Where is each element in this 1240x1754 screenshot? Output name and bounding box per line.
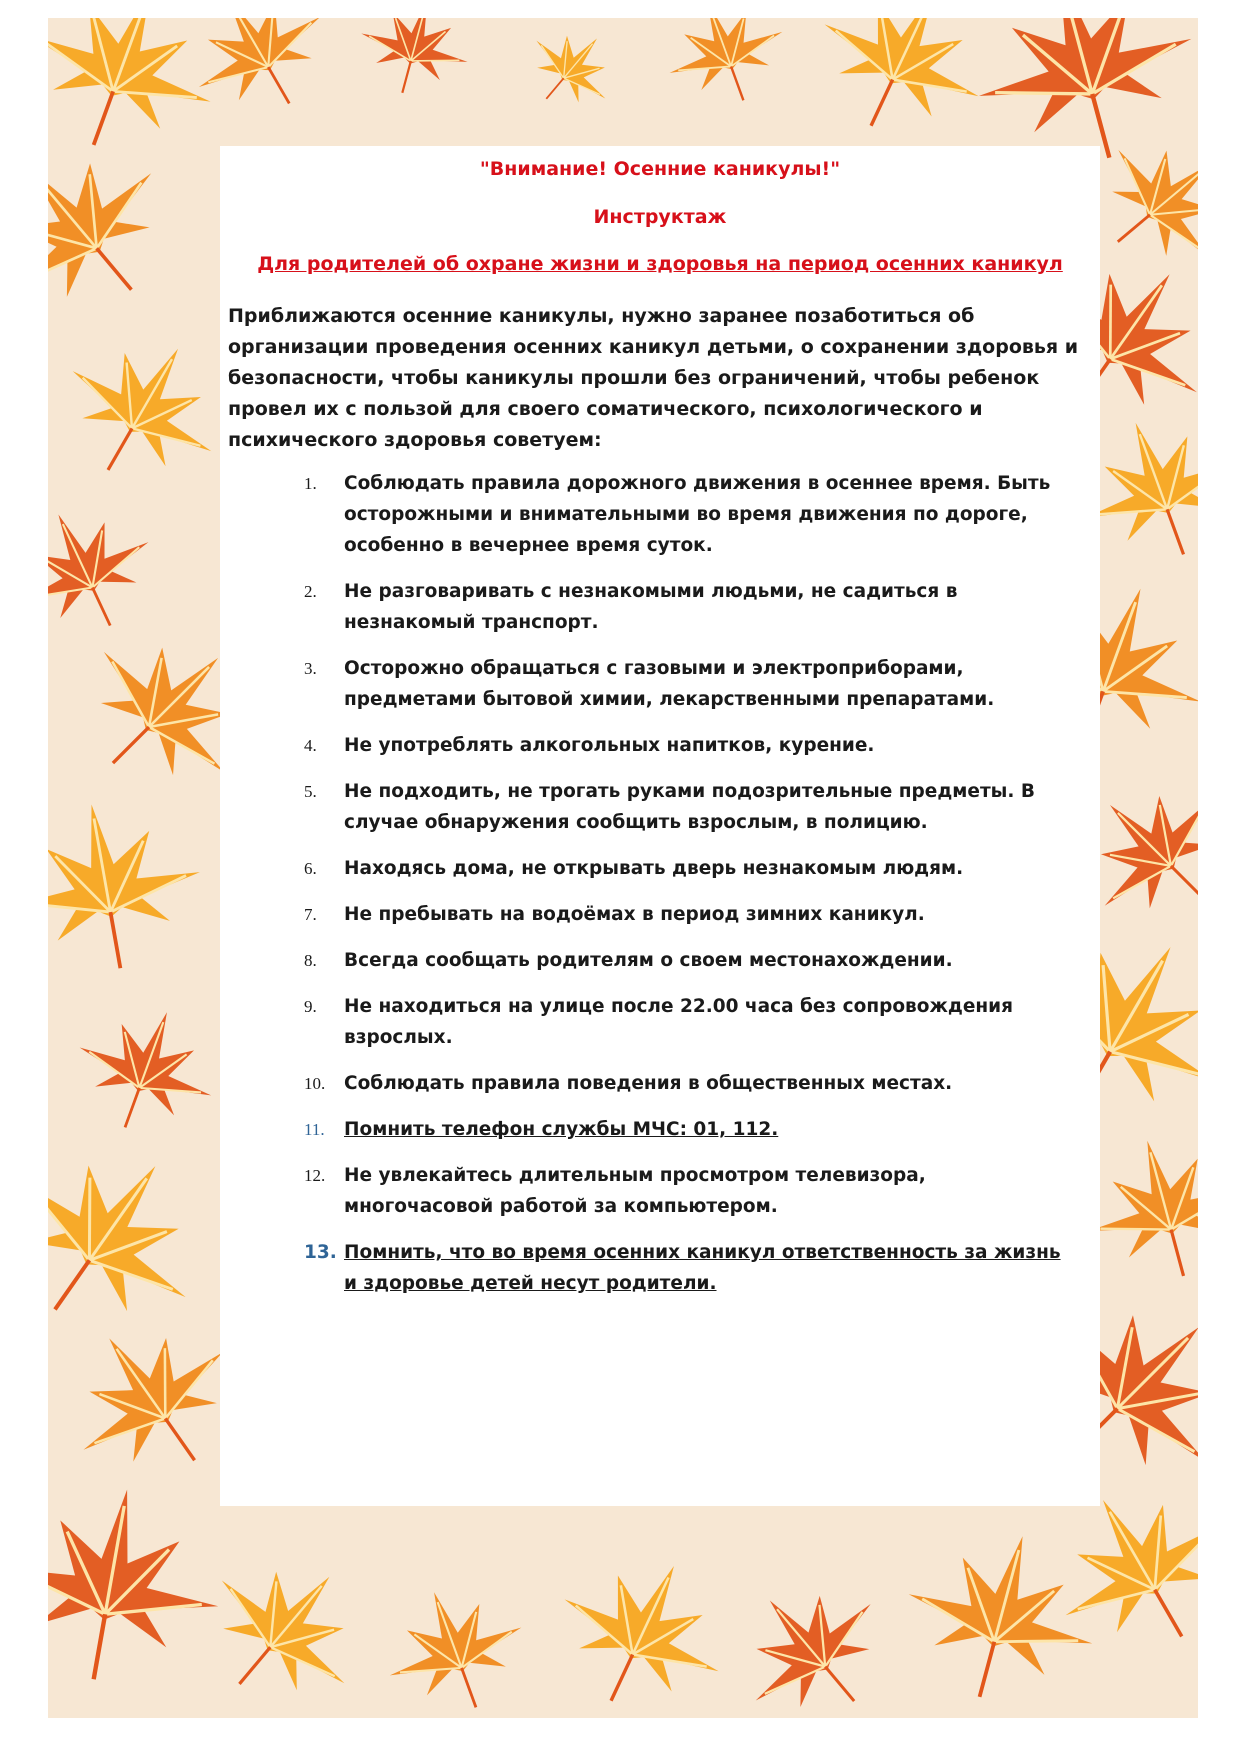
item-text: Не разговаривать с незнакомыми людьми, не садиться в незнакомый транспорт. — [344, 581, 958, 633]
item-number: 12. — [304, 1166, 326, 1185]
list-item — [304, 991, 1068, 1053]
list-item-parent-responsibility — [304, 1237, 1068, 1299]
item-text: Всегда сообщать родителям о своем местонахождении. — [344, 950, 953, 971]
item-text: Не находиться на улице после 22.00 часа без сопровождения взрослых. — [344, 996, 1013, 1048]
maple-leaf — [534, 1530, 751, 1718]
item-text: Соблюдать правила дорожного движения в осеннее время. Быть осторожными и внимательными во время движения по дороге, особенно в вечернее время суток. — [344, 473, 1051, 556]
maple-leaf — [48, 1471, 235, 1699]
item-number: 2. — [304, 582, 317, 601]
item-number: 13. — [304, 1242, 337, 1263]
maple-leaf — [512, 18, 632, 128]
item-number: 8. — [304, 951, 317, 970]
maple-leaf — [712, 1552, 911, 1718]
item-text: Соблюдать правила поведения в общественных местах. — [344, 1073, 953, 1094]
maple-leaf — [368, 1568, 541, 1718]
item-number: 1. — [304, 474, 317, 493]
maple-leaf — [178, 1525, 391, 1718]
item-text: Не увлекайтесь длительным просмотром телевизора, многочасовой работой за компьютером. — [344, 1165, 926, 1217]
item-text: Не употреблять алкогольных напитков, курение. — [344, 735, 875, 756]
maple-leaf — [48, 309, 247, 510]
list-item-emergency-phone — [304, 1114, 1068, 1145]
autumn-leaf-frame — [48, 18, 1198, 1718]
item-text: Находясь дома, не открывать дверь незнакомым людям. — [344, 858, 964, 879]
page-title: "Внимание! Осенние каникулы!" — [479, 158, 841, 180]
item-number: 11. — [304, 1120, 325, 1139]
content-panel — [220, 146, 1100, 1506]
maple-leaf — [349, 18, 480, 107]
item-text: Помнить, что во время осенних каникул ответственность за жизнь и здоровье детей несут родители. — [344, 1242, 1061, 1294]
list-item — [304, 1160, 1068, 1222]
maple-leaf — [59, 988, 232, 1151]
item-text: Помнить телефон службы МЧС: 01, 112. — [344, 1119, 779, 1140]
page-subtitle: Инструктаж — [593, 206, 727, 228]
item-number: 7. — [304, 905, 317, 924]
list-item — [304, 468, 1068, 561]
maple-leaf — [48, 485, 174, 655]
item-number: 3. — [304, 659, 317, 678]
item-number: 10. — [304, 1074, 326, 1093]
item-number: 4. — [304, 736, 317, 755]
list-item — [304, 776, 1068, 838]
maple-leaf — [48, 788, 214, 985]
item-number: 9. — [304, 997, 317, 1016]
list-item — [304, 853, 1068, 884]
maple-leaf — [888, 1512, 1115, 1718]
maple-leaf — [794, 18, 1011, 162]
list-item — [304, 945, 1068, 976]
maple-leaf — [48, 111, 200, 347]
maple-leaf — [167, 18, 349, 138]
list-item — [304, 730, 1068, 761]
instruction-list — [304, 468, 1068, 1314]
list-item — [304, 576, 1068, 638]
item-text: Осторожно обращаться с газовыми и электроприборами, предметами бытовой химии, лекарственными препаратами. — [344, 658, 995, 710]
item-text: Не подходить, не трогать руками подозрительные предметы. В случае обнаружения сообщить взрослым, в полицию. — [344, 781, 1035, 833]
item-number: 6. — [304, 859, 317, 878]
maple-leaf — [48, 18, 240, 177]
maple-leaf — [48, 1109, 237, 1367]
item-number: 5. — [304, 782, 317, 801]
list-item — [304, 1068, 1068, 1099]
list-item — [304, 653, 1068, 715]
section-heading: Для родителей об охране жизни и здоровья на период осенних каникул — [257, 253, 1063, 275]
item-text: Не пребывать на водоёмах в период зимних каникул. — [344, 904, 925, 925]
list-item — [304, 899, 1068, 930]
maple-leaf — [651, 18, 800, 121]
intro-paragraph: Приближаются осенние каникулы, нужно заранее позаботиться об организации проведения осенних каникул детьми, о сохранении здоровья и безопасности, чтобы каникулы прошли без ограничений, чтобы ребенок провел их с пользой для своего соматического, психологического и психического здоровья советуем: — [228, 305, 1079, 451]
